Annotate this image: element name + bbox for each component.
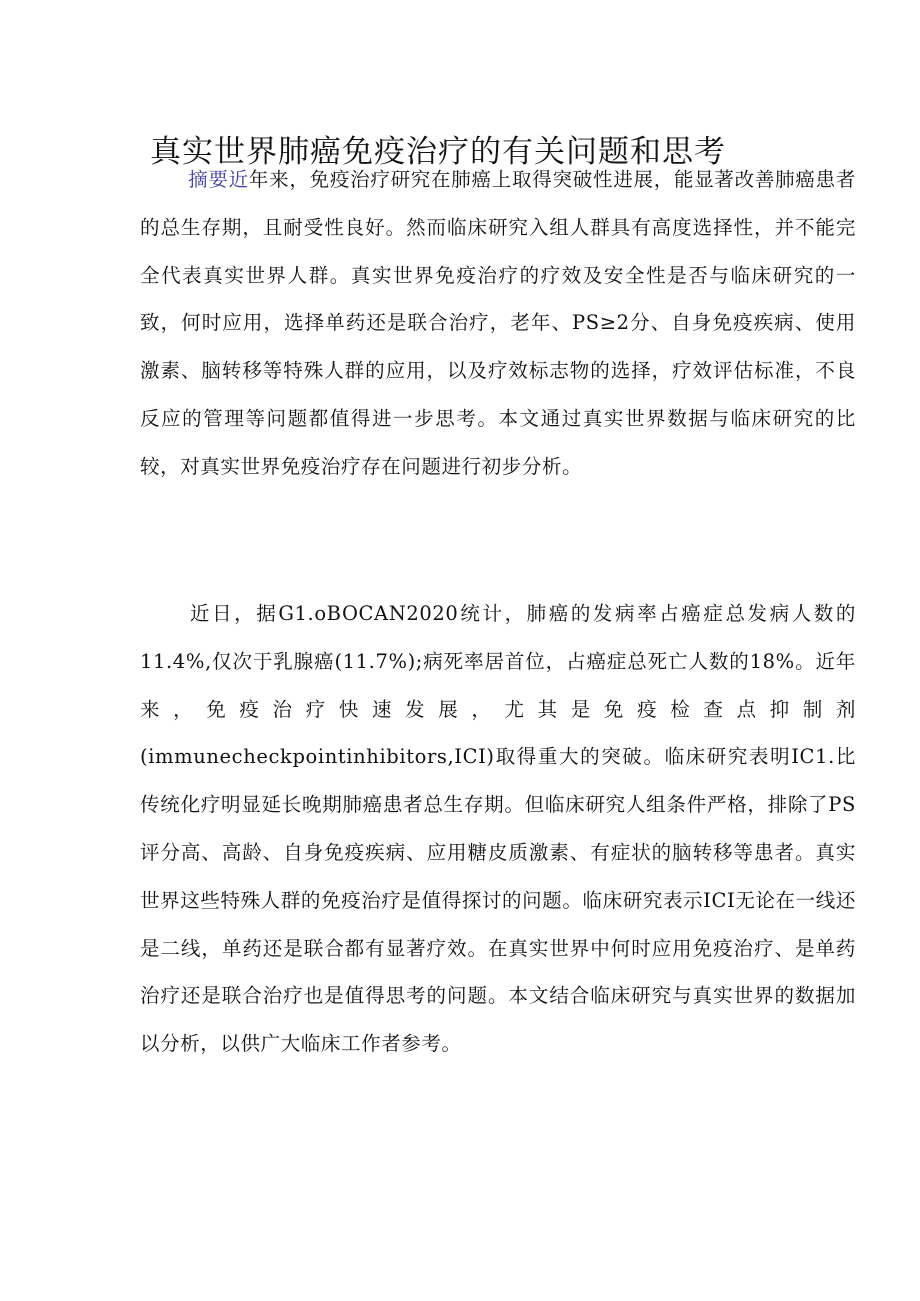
- body-paragraph: [140, 590, 856, 1068]
- abstract-text: 年来，免疫治疗研究在肺癌上取得突破性进展，能显著改善肺癌患者的总生存期，且耐受性良好。然而临床研究入组人群具有高度选择性，并不能完全代表真实世界人群。真实世界免疫治疗的疗效及安全性是否与临床研究的一致，何时应用，选择单药还是联合治疗，老年、PS≥2分、自身免疫疾病、使用激素、脑转移等特殊人群的应用，以及疗效标志物的选择，疗效评估标准，不良反应的管理等问题都值得进一步思考。本文通过真实世界数据与临床研究的比较，对真实世界免疫治疗存在问题进行初步分析。: [140, 168, 856, 478]
- abstract-paragraph: [140, 156, 856, 491]
- abstract-label: 摘要近: [188, 168, 249, 191]
- document-title: 真实世界肺癌免疫治疗的有关问题和思考: [150, 134, 726, 170]
- body-text: 近日，据G1.oBOCAN2020统计，肺癌的发病率占癌症总发病人数的11.4%,仅次于乳腺癌(11.7%);病死率居首位，占癌症总死亡人数的18%。近年来，免疫治疗快速发展，尤其是免疫检查点抑制剂(immunecheckpointinhibitors,ICI)取得重大的突破。临床研究表明IC1.比传统化疗明显延长晚期肺癌患者总生存期。但临床研究人组条件严格，排除了PS评分高、高龄、自身免疫疾病、应用糖皮质激素、有症状的脑转移等患者。真实世界这些特殊人群的免疫治疗是值得探讨的问题。临床研究表示ICI无论在一线还是二线，单药还是联合都有显著疗效。在真实世界中何时应用免疫治疗、是单药治疗还是联合治疗也是值得思考的问题。本文结合临床研究与真实世界的数据加以分析，以供广大临床工作者参考。: [140, 602, 856, 1056]
